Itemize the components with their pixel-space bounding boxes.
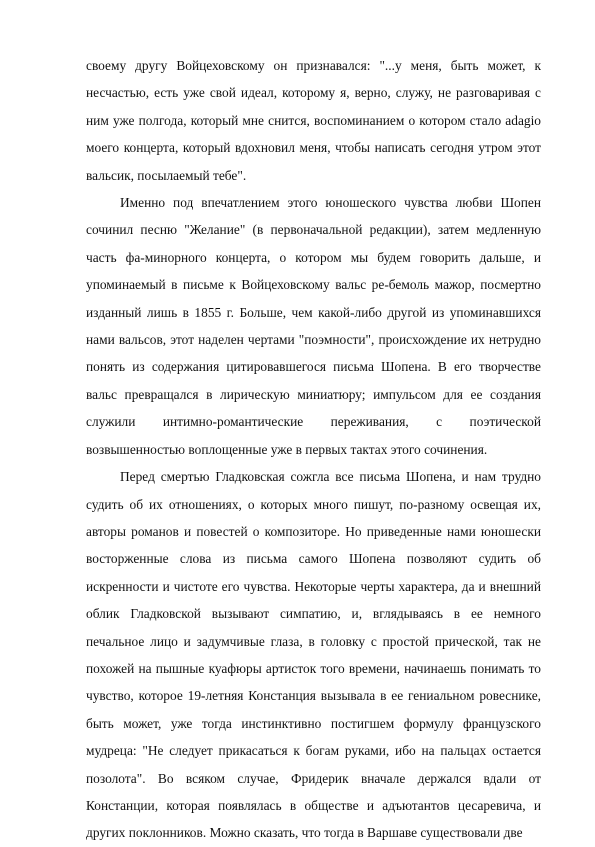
- body-text: [86, 52, 541, 847]
- paragraph-continuation: своему другу Войцеховскому он признавался: "...у меня, быть может, к несчастью, есть уже свой идеал, которому я, верно, служу, не разговаривая с ним уже полгода, который мне снится, воспоминанием о котором стало adagio моего концерта, который вдохновил меня, чтобы написать сегодня утром этот вальсик, посылаемый тебе".: [86, 58, 541, 183]
- paragraph-gladkowska: Перед смертью Гладковская сожгла все письма Шопена, и нам трудно судить об их отношениях, о которых много пишут, по-разному освещая их, авторы романов и повестей о композиторе. Но приведенные нами юношески восторженные слова из письма самого Шопена позволяют судить об искренности и чистоте его чувства. Некоторые черты характера, да и внешний облик Гладковской вызывают симпатию, и, вглядываясь в ее немного печальное лицо и задумчивые глаза, в головку с простой прической, так не похожей на пышные куафюры артисток того времени, начинаешь понимать то чувство, которое 19-летняя Констанция вызывала в ее гениальном ровеснике, быть может, уже тогда инстинктивно постигшем формулу французского мудреца: "Не следует прикасаться к богам руками, ибо на пальцах остается позолота". Во всяком случае, Фридерик вначале держался вдали от Констанции, которая появлялась в обществе и адъютантов цесаревича, и других поклонников. Можно сказать, что тогда в Варшаве существовали две: [86, 469, 541, 841]
- paragraph-waltz: Именно под впечатлением этого юношеского чувства любви Шопен сочинил песню "Желание" (в первоначальной редакции), затем медленную часть фа-минорного концерта, о котором мы будем говорить дальше, и упоминаемый в письме к Войцеховскому вальс ре-бемоль мажор, посмертно изданный лишь в 1855 г. Больше, чем какой-либо другой из упоминавшихся нами вальсов, этот наделен чертами "поэмности", происхождение их нетрудно понять из содержания цитировавшегося письма Шопена. В его творчестве вальс превращался в лирическую миниатюру; импульсом для ее создания служили интимно-романтические переживания, с поэтической возвышенностью воплощенные уже в первых тактах этого сочинения.: [86, 195, 541, 457]
